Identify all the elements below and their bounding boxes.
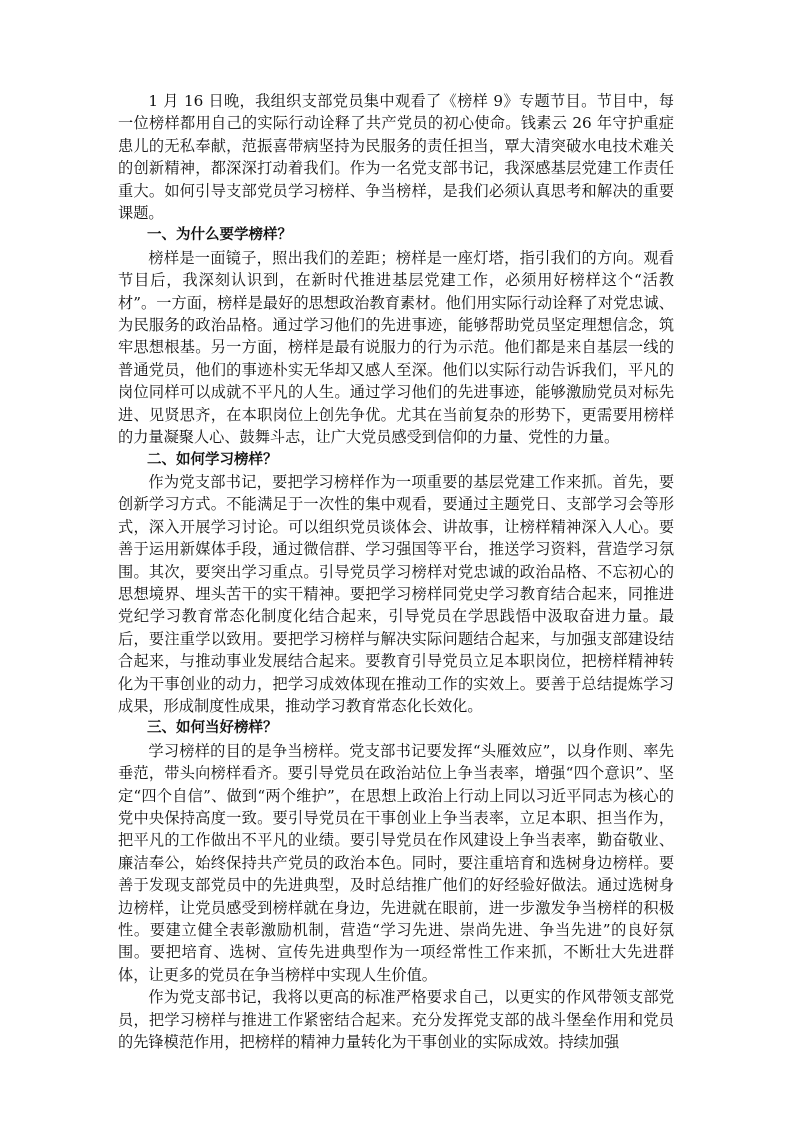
document-page [118, 90, 674, 1053]
section-2-paragraph: 作为党支部书记，要把学习榜样作为一项重要的基层党建工作来抓。首先，要创新学习方式。不能满足于一次性的集中观看，要通过主题党日、支部学习会等形式，深入开展学习讨论。可以组织党员谈体会、讲故事，让榜样精神深入人心。要善于运用新媒体手段，通过微信群、学习强国等平台，推送学习资料，营造学习氛围。其次，要突出学习重点。引导党员学习榜样对党忠诚的政治品格、不忘初心的思想境界、埋头苦干的实干精神。要把学习榜样同党史学习教育结合起来，同推进党纪学习教育常态化制度化结合起来，引导党员在学思践悟中汲取奋进力量。最后，要注重学以致用。要把学习榜样与解决实际问题结合起来，与加强支部建设结合起来，与推动事业发展结合起来。要教育引导党员立足本职岗位，把榜样精神转化为干事创业的动力，把学习成效体现在推动工作的实效上。要善于总结提炼学习成果，形成制度性成果，推动学习教育常态化长效化。 [118, 472, 674, 715]
section-1-paragraph: 榜样是一面镜子，照出我们的差距；榜样是一座灯塔，指引我们的方向。观看节目后，我深刻认识到，在新时代推进基层党建工作，必须用好榜样这个“活教材”。一方面，榜样是最好的思想政治教育素材。他们用实际行动诠释了对党忠诚、为民服务的政治品格。通过学习他们的先进事迹，能够帮助党员坚定理想信念，筑牢思想根基。另一方面，榜样是最有说服力的行为示范。他们都是来自基层一线的普通党员，他们的事迹朴实无华却又感人至深。他们以实际行动告诉我们，平凡的岗位同样可以成就不平凡的人生。通过学习他们的先进事迹，能够激励党员对标先进、见贤思齐，在本职岗位上创先争优。尤其在当前复杂的形势下，更需要用榜样的力量凝聚人心、鼓舞斗志，让广大党员感受到信仰的力量、党性的力量。 [118, 248, 674, 447]
section-2-heading: 二、如何学习榜样？ [147, 451, 278, 468]
intro-paragraph: 1 月 16 日晚，我组织支部党员集中观看了《榜样 9》专题节目。节目中，每一位榜样都用自己的实际行动诠释了共产党员的初心使命。钱素云 26 年守护重症患儿的无私奉献，范振喜带病坚持为民服务的责任担当，覃大清突破水电技术难关的创新精神，都深深打动着我们。作为一名党支部书记，我深感基层党建工作责任重大。如何引导支部党员学习榜样、争当榜样，是我们必须认真思考和解决的重要课题。 [118, 92, 674, 223]
closing-paragraph: 作为党支部书记，我将以更高的标准严格要求自己，以更实的作风带领支部党员，把学习榜样与推进工作紧密结合起来。充分发挥党支部的战斗堡垒作用和党员的先锋模范作用，把榜样的精神力量转化为干事创业的实际成效。持续加强 [118, 988, 674, 1052]
section-1-heading: 一、为什么要学榜样？ [147, 227, 292, 244]
section-3-paragraph: 学习榜样的目的是争当榜样。党支部书记要发挥“头雁效应”，以身作则、率先垂范，带头向榜样看齐。要引导党员在政治站位上争当表率，增强“四个意识”、坚定“四个自信”、做到“两个维护”，在思想上政治上行动上同以习近平同志为核心的党中央保持高度一致。要引导党员在干事创业上争当表率，立足本职、担当作为，把平凡的工作做出不平凡的业绩。要引导党员在作风建设上争当表率，勤奋敬业、廉洁奉公，始终保持共产党员的政治本色。同时，要注重培育和选树身边榜样。要善于发现支部党员中的先进典型，及时总结推广他们的好经验好做法。通过选树身边榜样，让党员感受到榜样就在身边，先进就在眼前，进一步激发争当榜样的积极性。要建立健全表彰激励机制，营造“学习先进、崇尚先进、争当先进”的良好氛围。要把培育、选树、宣传先进典型作为一项经常性工作来抓，不断壮大先进群体，让更多的党员在争当榜样中实现人生价值。 [118, 741, 674, 984]
section-3-heading: 三、如何当好榜样？ [147, 720, 278, 737]
